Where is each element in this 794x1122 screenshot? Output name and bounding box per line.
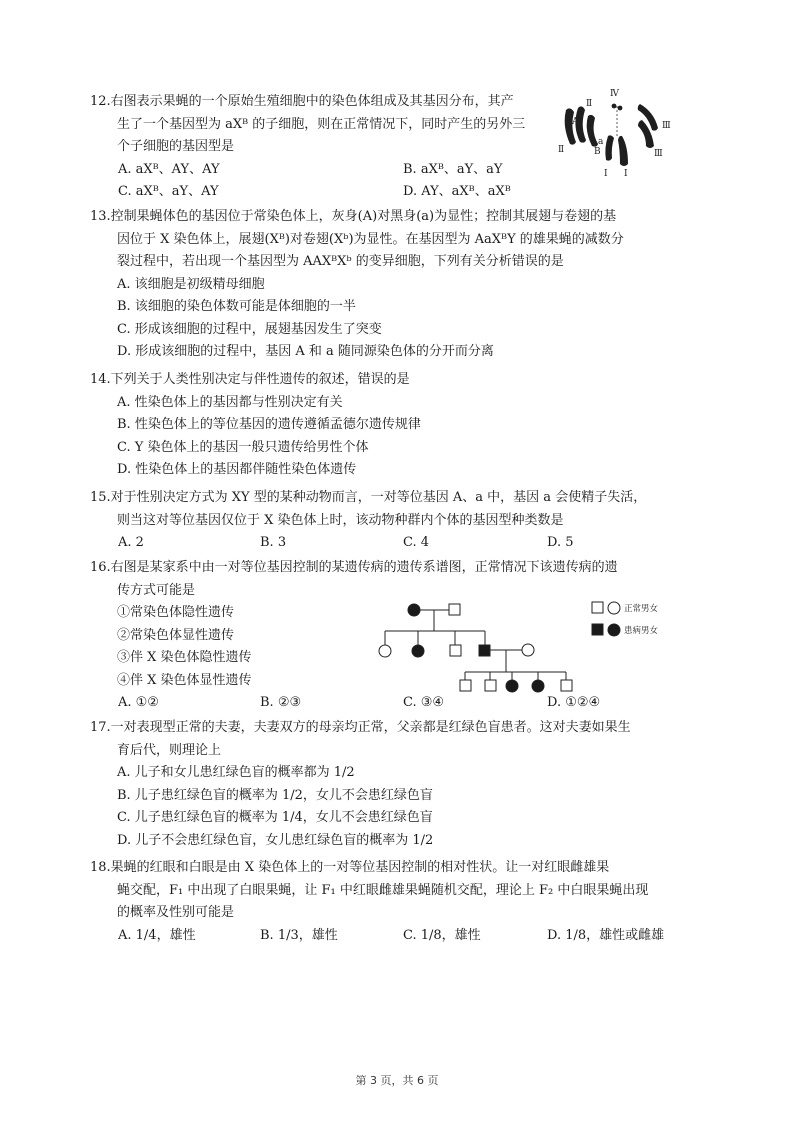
q18-line-3: 的概率及性别可能是 [117, 905, 235, 920]
chromosome-iv-a [612, 104, 617, 109]
label-i-right: Ⅰ [624, 169, 628, 179]
q16-option-b[interactable]: B. ②③ [260, 695, 302, 710]
q13-option-a[interactable]: A. 该细胞是初级精母细胞 [117, 276, 265, 292]
q18-option-d[interactable]: D. 1/8，雄性或雌雄 [547, 927, 665, 943]
q16-item-3: ③伴 X 染色体隐性遗传 [117, 650, 252, 665]
q13-line-2: 因位于 X 染色体上，展翅(Xᴮ)对卷翅(Xᵇ)为显性。在基因型为 AaXᴮY 的雄果蝇的减数分 [117, 231, 624, 247]
q16-option-a[interactable]: A. ①② [118, 695, 159, 710]
q18-option-c[interactable]: C. 1/8，雄性 [403, 927, 481, 943]
gen3-affected-female-1 [506, 680, 518, 692]
q16-line-2: 传方式可能是 [117, 582, 196, 598]
q15-option-c[interactable]: C. 4 [403, 535, 430, 550]
q16-line-1: 16.右图是某家系中由一对等位基因控制的某遗传病的遗传系谱图，正常情况下该遗传病的遗 [90, 560, 618, 575]
gen3-normal-male-1 [460, 680, 471, 691]
q12-options-row-2 [90, 181, 560, 204]
q16-option-d[interactable]: D. ①②④ [547, 695, 601, 710]
label-ii-left: Ⅱ [558, 145, 565, 155]
question-14 [90, 369, 710, 482]
legend-affected-female-icon [608, 624, 620, 636]
gen3-affected-female-2 [532, 680, 544, 692]
q14-option-a[interactable]: A. 性染色体上的基因都与性别决定有关 [117, 394, 343, 410]
q14-option-b[interactable]: B. 性染色体上的等位基因的遗传遵循孟德尔遗传规律 [117, 417, 421, 432]
q18-line-2: 蝇交配，F₁ 中出现了白眼果蝇，让 F₁ 中红眼雌雄果蝇随机交配，理论上 F₂ 中白眼果蝇出现 [117, 882, 649, 898]
q17-option-b[interactable]: B. 儿子患红绿色盲的概率为 1/2，女儿不会患红绿色盲 [117, 787, 433, 803]
q13-option-c[interactable]: C. 形成该细胞的过程中，展翅基因发生了突变 [117, 321, 382, 337]
q16-item-4: ④伴 X 染色体显性遗传 [117, 672, 252, 688]
gen3-normal-male-2 [485, 680, 496, 691]
chromosome-iii-left [587, 115, 598, 147]
q15-option-d[interactable]: D. 5 [547, 535, 574, 550]
gen2-affected-female [412, 645, 424, 657]
gen2-normal-male [450, 645, 461, 656]
q12-option-d[interactable]: D. AY、aXᴮ、aXᴮ [403, 184, 511, 199]
q15-options-row [90, 532, 710, 555]
legend-affected-label: 患病男女 [624, 626, 659, 636]
q18-option-a[interactable]: A. 1/4，雄性 [118, 927, 196, 943]
label-a-lower: a [598, 137, 604, 147]
label-i-left: Ⅰ [604, 169, 608, 179]
pedigree-chart [370, 598, 700, 698]
label-a-upper: A [572, 117, 579, 127]
q15-option-a[interactable]: A. 2 [118, 535, 144, 550]
gen2-spouse-normal-female [522, 644, 534, 656]
label-b-upper: B [594, 147, 601, 157]
gen3-normal-male-3 [561, 680, 572, 691]
q13-line-3: 裂过程中，若出现一个基因型为 AAXᴮXᵇ 的变异细胞，下列有关分析错误的是 [117, 254, 564, 269]
q17-option-d[interactable]: D. 儿子不会患红绿色盲，女儿患红绿色盲的概率为 1/2 [117, 832, 434, 848]
chromosome-y [618, 136, 628, 166]
gen1-normal-male [449, 604, 460, 615]
q12-option-a[interactable]: A. aXᴮ、AY、AY [118, 161, 220, 177]
label-ii-right: Ⅱ [586, 99, 593, 109]
q17-line-1: 17.一对表现型正常的夫妻，夫妻双方的母亲均正常，父亲都是红绿色盲患者。这对夫妻如果生 [90, 720, 631, 735]
q16-item-1: ①常染色体隐性遗传 [117, 605, 235, 620]
legend-affected-male-icon [592, 624, 603, 635]
question-17 [90, 717, 710, 852]
q12-line-1: 12.右图表示果蝇的一个原始生殖细胞中的染色体组成及其基因分布，其产 [90, 94, 514, 109]
gen2-normal-female [379, 645, 391, 657]
q16-option-c[interactable]: C. ③④ [403, 695, 445, 710]
chromosome-figure [558, 86, 680, 182]
legend-normal-male-icon [592, 602, 603, 613]
question-18 [90, 857, 710, 947]
label-iii-right-top: Ⅲ [662, 121, 671, 131]
chromosome-x [605, 135, 614, 160]
legend-normal-label: 正常男女 [624, 604, 659, 614]
question-13 [90, 206, 710, 364]
question-15 [90, 487, 710, 555]
q18-option-b[interactable]: B. 1/3，雄性 [260, 927, 338, 943]
label-iii-right-bottom: Ⅲ [654, 149, 663, 159]
q15-line-2: 则当这对等位基因仅位于 X 染色体上时，该动物种群内个体的基因型种类数是 [117, 512, 564, 528]
q18-line-1: 18.果蝇的红眼和白眼是由 X 染色体上的一对等位基因控制的相对性状。让一对红眼雌雄果 [90, 860, 610, 875]
q13-option-b[interactable]: B. 该细胞的染色体数可能是体细胞的一半 [117, 299, 356, 314]
page-number-footer: 第 3 页，共 6 页 [355, 1074, 439, 1087]
q15-line-1: 15.对于性别决定方式为 XY 型的某种动物而言，一对等位基因 A、a 中，基因 a 会使精子失活， [90, 490, 647, 505]
q17-option-a[interactable]: A. 儿子和女儿患红绿色盲的概率都为 1/2 [117, 765, 355, 780]
q16-item-2: ②常染色体显性遗传 [117, 627, 235, 643]
q12-line-3: 个子细胞的基因型是 [117, 139, 235, 154]
q13-line-1: 13.控制果蝇体色的基因位于常染色体上，灰身(A)对黑身(a)为显性；控制其展翅与卷翅的基 [90, 209, 617, 224]
q15-option-b[interactable]: B. 3 [260, 535, 287, 550]
legend-normal-female-icon [608, 602, 620, 614]
q17-option-c[interactable]: C. 儿子患红绿色盲的概率为 1/4，女儿不会患红绿色盲 [117, 810, 433, 825]
q12-options-row-1 [90, 159, 560, 182]
q18-options-row [90, 925, 710, 948]
q12-option-b[interactable]: B. aXᴮ、aY、aY [403, 161, 503, 177]
q14-option-d[interactable]: D. 性染色体上的基因都伴随性染色体遗传 [117, 462, 357, 477]
gen2-affected-male [479, 645, 490, 656]
q14-option-c[interactable]: C. Y 染色体上的基因一般只遗传给男性个体 [117, 439, 369, 455]
q13-option-d[interactable]: D. 形成该细胞的过程中，基因 A 和 a 随同源染色体的分开而分离 [117, 344, 494, 359]
label-iv: Ⅳ [610, 89, 619, 99]
question-12 [90, 91, 560, 204]
q12-line-2: 生了一个基因型为 aXᴮ 的子细胞，则在正常情况下，同时产生的另外三 [117, 116, 526, 132]
q12-option-c[interactable]: C. aXᴮ、aY、AY [118, 184, 219, 199]
q17-line-2: 育后代，则理论上 [117, 742, 222, 758]
gen1-affected-female [408, 604, 420, 616]
chromosome-iv-b [618, 106, 623, 111]
q14-line-1: 14.下列关于人类性别决定与伴性遗传的叙述，错误的是 [90, 372, 410, 387]
